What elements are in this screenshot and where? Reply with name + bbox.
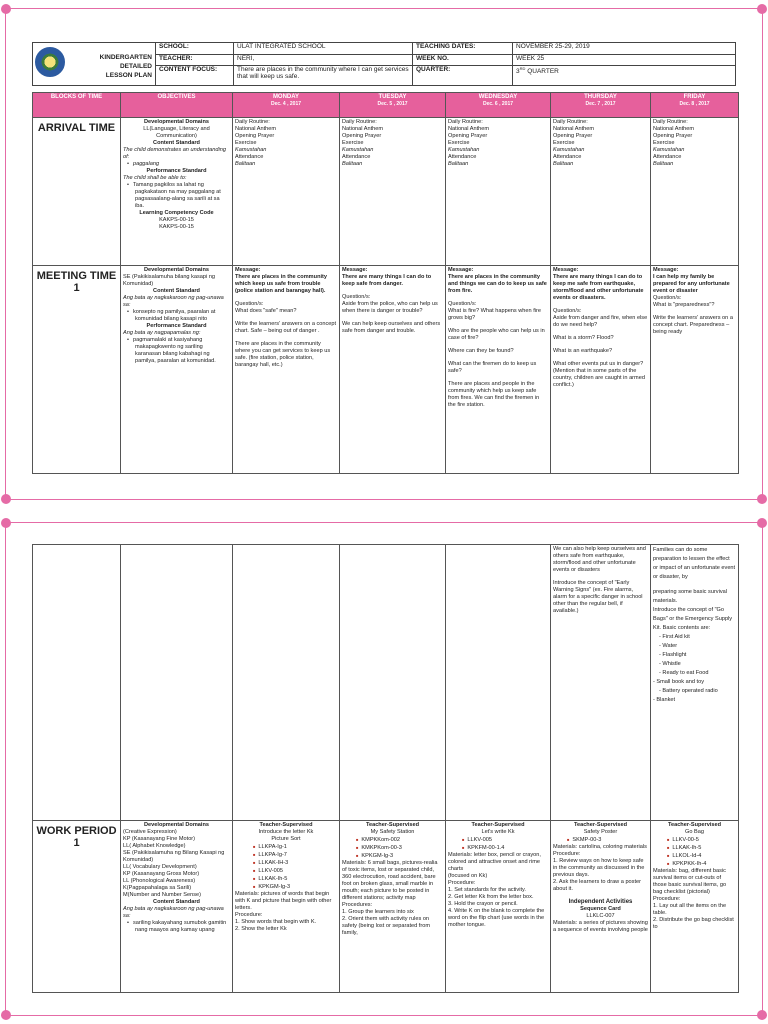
meeting-time-row [33, 266, 739, 474]
arrival-time-block: ARRIVAL TIME [33, 118, 121, 266]
meeting-wednesday: Message: There are places in the community and things we can do to keep us safe from fire. Question/s: What is fire? What happens when fire grows big? Who are the people who can help us in case of fire? Where can they be found? What can the firemen do to keep us safe? There are places and people in the community which help us keep safe from fires. We can find the firemen in the fire station. [446, 266, 551, 474]
day-header-friday: FRIDAY Dec. 8 , 2017 [651, 93, 739, 118]
work-tuesday: Teacher-Supervised My Safety Station ■ KMPKKom-002 ■ KMKPKom-00-3 ■ KPKGM-Ig-3 Materials: 6 small bags, pictures-realia of toxic items, lost or separated child, 360 electrocution, road accident, bare foot on broken glass, small marble in mouth; each picture to be posted in different stations; activity map Procedures: 1. Group the learners into six 2. Orient them with activity rules on safety (being lost or separated from family, [340, 821, 446, 993]
arrival-monday-routine: Daily Routine: National Anthem Opening Prayer Exercise Kamustahan Attendance Balitaan [233, 118, 340, 266]
work-wednesday: Teacher-Supervised Let's write Kk ■ LLKV-005 ■ KPKFM-00-1.4 Materials: letter box, pencil or crayon, colored and attractive onset and rime charts (focused on Kk) Procedure: 1. Set standards for the activity. 2. Get letter Kk from the letter box. 3. Hold the crayon or pencil. 4. Write K on the blank to complete the word on the flip chart (use words in the mother tongue. [446, 821, 551, 993]
meeting-time-continued-row [33, 545, 739, 821]
daily-plan-table-continued [32, 544, 739, 993]
work-monday: Teacher-Supervised Introduce the letter Kk Picture Sort ■ LLKPA-Ig-1 ■ LLKPA-Ig-7 ■ LLKAK-IH-3 ■ LLKV-005 ■ LLKAK-Ih-5 ■ KPKGM-Ig-3 Materials: pictures of words that begin with K and picture that begin with other letters. Procedure: 1. Show words that begin with K. 2. Show the letter Kk [233, 821, 340, 993]
work-thursday: Teacher-Supervised Safety Poster ■ SKMP-00-3 Materials: cartolina, coloring materials Procedure: 1. Review ways on how to keep safe in the community as discussed in the previous days. 2. Ask the learners to draw a poster about it. Independent Activities Sequence Card LLKLC-007 Materials: a series of pictures showing a sequence of events involving people [551, 821, 651, 993]
arrival-objectives: Developmental Domains LL(Language, Literacy and Communication) Content Standard The child demonstrates an understanding of: • paggalang Performance Standard The child shall be able to: • Tamang pagkilos sa lahat ng pagkakataon na may paggalang at pagsasaalang-alang sa sarili at sa iba. Learning Competency Code KAKPS-00-15 KAKPS-00-15 [121, 118, 233, 266]
meeting-tuesday: Message: There are many things I can do to keep safe from danger. Question/s: Aside from the police, who can help us when there is danger or trouble? We can help keep ourselves and others safe from danger and trouble. [340, 266, 446, 474]
blocks-of-time-header: BLOCKS OF TIME [33, 93, 121, 118]
deped-seal-icon [35, 47, 65, 77]
lesson-plan-page-2 [5, 522, 763, 1016]
day-header-tuesday: TUESDAY Dec. 5 , 2017 [340, 93, 446, 118]
arrival-wednesday-routine: Daily Routine: National Anthem Opening Prayer Exercise Kamustahan Attendance Balitaan [446, 118, 551, 266]
work-period-row [33, 821, 739, 993]
quarter-label: QUARTER: [413, 66, 513, 86]
teaching-dates-label: TEACHING DATES: [413, 43, 513, 55]
lesson-plan-title: KINDERGARTEN DETAILED LESSON PLAN [99, 54, 152, 79]
quarter-value: 3RD QUARTER [513, 66, 736, 86]
work-period-block: WORK PERIOD 1 [33, 821, 121, 993]
column-header-row [33, 93, 739, 118]
teacher-value: NERI, [234, 54, 413, 66]
content-focus-value: There are places in the community where I can get services that will keep us safe. [234, 66, 413, 86]
arrival-thursday-routine: Daily Routine: National Anthem Opening Prayer Exercise Kamustahan Attendance Balitaan [551, 118, 651, 266]
meeting-time-block: MEETING TIME 1 [33, 266, 121, 474]
teaching-dates-value: NOVEMBER 25-29, 2019 [513, 43, 736, 55]
work-objectives: Developmental Domains (Creative Expression) KP (Kasanayang Fine Motor) LL( Alphabet Knowledge) SE (Pakikisalamuha ng Bilang Kasapi ng Komunidad) LL( Vocabulary Development) KP (Kasanayang Gross Motor) LL (Phonological Awareness) K(Pagpapahalaga sa Sarili) M(Number and Number Sense) Content Standard Ang bata ay nagkakaroon ng pag-unawa sa: • sariling kakayahang sumubok gamitin nang maayos ang kamay upang [121, 821, 233, 993]
meeting-monday: Message: There are places in the community which keep us safe from trouble (police station and barangay hall). Question/s: What does "safe" mean? Write the learners' answers on a concept chart. Safe – being out of danger . There are places in the community where you can get services to keep us safe. (fire station, police station, barangay hall, etc.) [233, 266, 340, 474]
daily-plan-table [32, 92, 739, 474]
day-header-thursday: THURSDAY Dec. 7 , 2017 [551, 93, 651, 118]
meeting-thursday: Message: There are many things I can do to keep me safe from earthquake, storm/flood and other unfortunate events or disasters. Question/s: Aside from danger and fire, when else do we need help? What is a storm? Flood? What is an earthquake? What other events put us in danger? (Mention that in some parts of the country, children are caught in armed conflict.) [551, 266, 651, 474]
work-friday: Teacher-Supervised Go Bag ■ LLKV-00-5 ■ LLKAK-Ih-5 ■ LLKOL-Id-4 ■ KPKPKK-Ih-4 Materials: bag, different basic survival items or cut-outs of those basic survival items, go bag checklist (pictorial) Procedure: 1. Lay out all the items on the table. 2. Distribute the go bag checklist to [651, 821, 739, 993]
objectives-header: OBJECTIVES [121, 93, 233, 118]
week-value: WEEK 25 [513, 54, 736, 66]
arrival-tuesday-routine: Daily Routine: National Anthem Opening Prayer Exercise Kamustahan Attendance Balitaan [340, 118, 446, 266]
meeting-objectives: Developmental Domains SE (Pakikisalamuha bilang kasapi ng Komunidad) Content Standard Ang bata ay nagkakaroon ng pag-unawa sa: • konsepto ng pamilya, paaralan at komunidad bilang kasapi nito Performance Standard Ang bata ay nagpapamalas ng: • pagmamalaki at kasiyahang makapagkwento ng sariling karanasan bilang kabahagi ng pamilya, paaralan at komunidad. [121, 266, 233, 474]
teacher-label: TEACHER: [156, 54, 234, 66]
week-label: WEEK NO. [413, 54, 513, 66]
lesson-plan-page-1 [5, 8, 763, 500]
day-header-wednesday: WEDNESDAY Dec. 6 , 2017 [446, 93, 551, 118]
school-label: SCHOOL: [156, 43, 234, 55]
arrival-time-row [33, 118, 739, 266]
meeting-thursday-continued: We can also help keep ourselves and others safe from earthquake, storm/flood and other unfortunate events or disasters Introduce the concept of "Early Warning Signs" (ex. Fire alarms, alarm for a specific danger in school other than the regular bell, if available.) [551, 545, 651, 821]
header-info-table [155, 42, 736, 86]
meeting-friday: Message: I can help my family be prepared for any unfortunate event or disaster Question/s: What is "preparedness"? Write the learners' answers on a concept chart. Preparedness – being ready [651, 266, 739, 474]
header-title-block [32, 42, 155, 86]
school-value: ULAT INTEGRATED SCHOOL [234, 43, 413, 55]
day-header-monday: MONDAY Dec. 4 , 2017 [233, 93, 340, 118]
content-focus-label: CONTENT FOCUS: [156, 66, 234, 86]
meeting-friday-continued: Families can do some preparation to lessen the effect or impact of an unfortunate event or disaster, by preparing some basic survival materials. Introduce the concept of "Go Bags" or the Emergency Supply Kit. Basic contents are: - First Aid kit - Water - Flashlight - Whistle - Ready to eat Food - Small book and toy - Battery operated radio - Blanket [651, 545, 739, 821]
lesson-plan-header [32, 42, 736, 86]
arrival-friday-routine: Daily Routine: National Anthem Opening Prayer Exercise Kamustahan Attendance Balitaan [651, 118, 739, 266]
